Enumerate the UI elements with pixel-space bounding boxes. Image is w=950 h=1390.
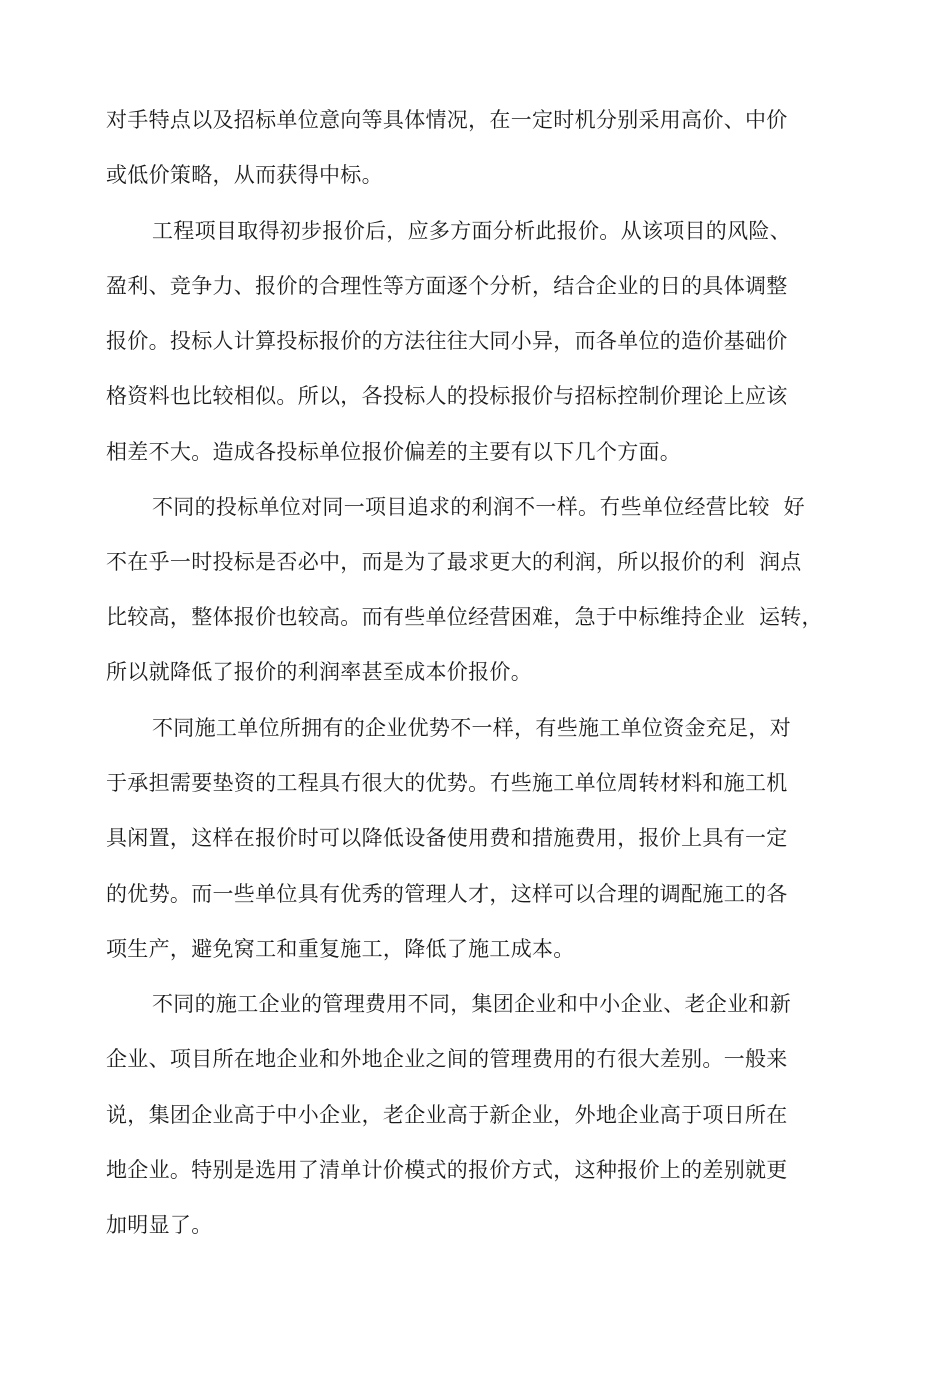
- paragraph-first-line: 不同的投标单位对同一项目追求的利润不一样。冇些单位经营比较 好: [152, 495, 805, 519]
- text-line: 格资料也比较相似。所以，各投标人的投标报价与招标控制价理论上应该: [106, 384, 788, 408]
- text-line: 不在乎一时投标是否必中，而是为了最求更大的利润，所以报价的利 润点: [106, 550, 802, 574]
- text-line: 地企业。特别是选用了清单计价模式的报价方式，这种报价上的差别就更: [106, 1158, 788, 1182]
- text-line: 具闲置，这样在报价时可以降低设备使用费和措施费用，报价上具有一定: [106, 826, 788, 850]
- paragraph-first-line: 不同施工单位所拥有的企业优势不一样，有些施工单位资金充足，对: [152, 716, 791, 740]
- text-line: 相差不大。造成各投标单位报价偏差的主要有以下几个方面。: [106, 440, 682, 464]
- text-line: 于承担需要垫资的工程具冇很大的优势。冇些施工单位周转材料和施工机: [106, 771, 788, 795]
- text-line: 或低价策略，从而获得中标。: [106, 163, 383, 187]
- text-line: 说，集团企业高于中小企业，老企业高于新企业，外地企业高于项日所在: [106, 1103, 788, 1127]
- paragraph-first-line: 工程项目取得初步报价后，应多方面分析此报价。从该项目的风险、: [152, 219, 791, 243]
- text-line: 报价。投标人计算投标报价的方法往往大同小异，而各单位的造价基础价: [106, 329, 788, 353]
- text-line: 所以就降低了报价的利润率甚至成本价报价。: [106, 660, 532, 684]
- paragraph-first-line: 不同的施工企业的管理费用不同，集团企业和中小企业、老企业和新: [152, 992, 791, 1016]
- text-line: 加明显了。: [106, 1213, 213, 1237]
- text-line: 对手特点以及招标单位意向等具体情况，在一定时机分别采用高价、中价: [106, 108, 788, 132]
- text-line: 项生产，避免窝工和重复施工，降低了施工成本。: [106, 937, 575, 961]
- text-line: 的优势。而一些单位具有优秀的管理人才，这样可以合理的调配施工的各: [106, 882, 788, 906]
- text-line: 比较高，整体报价也较高。而有些单位经营困难，急于中标维持企业 运转，: [106, 605, 823, 629]
- text-line: 企业、项目所在地企业和外地企业之间的管理费用的冇很大差别。一般来: [106, 1047, 788, 1071]
- text-line: 盈利、竞争力、报价的合理性等方面逐个分析，结合企业的日的具体调整: [106, 274, 788, 298]
